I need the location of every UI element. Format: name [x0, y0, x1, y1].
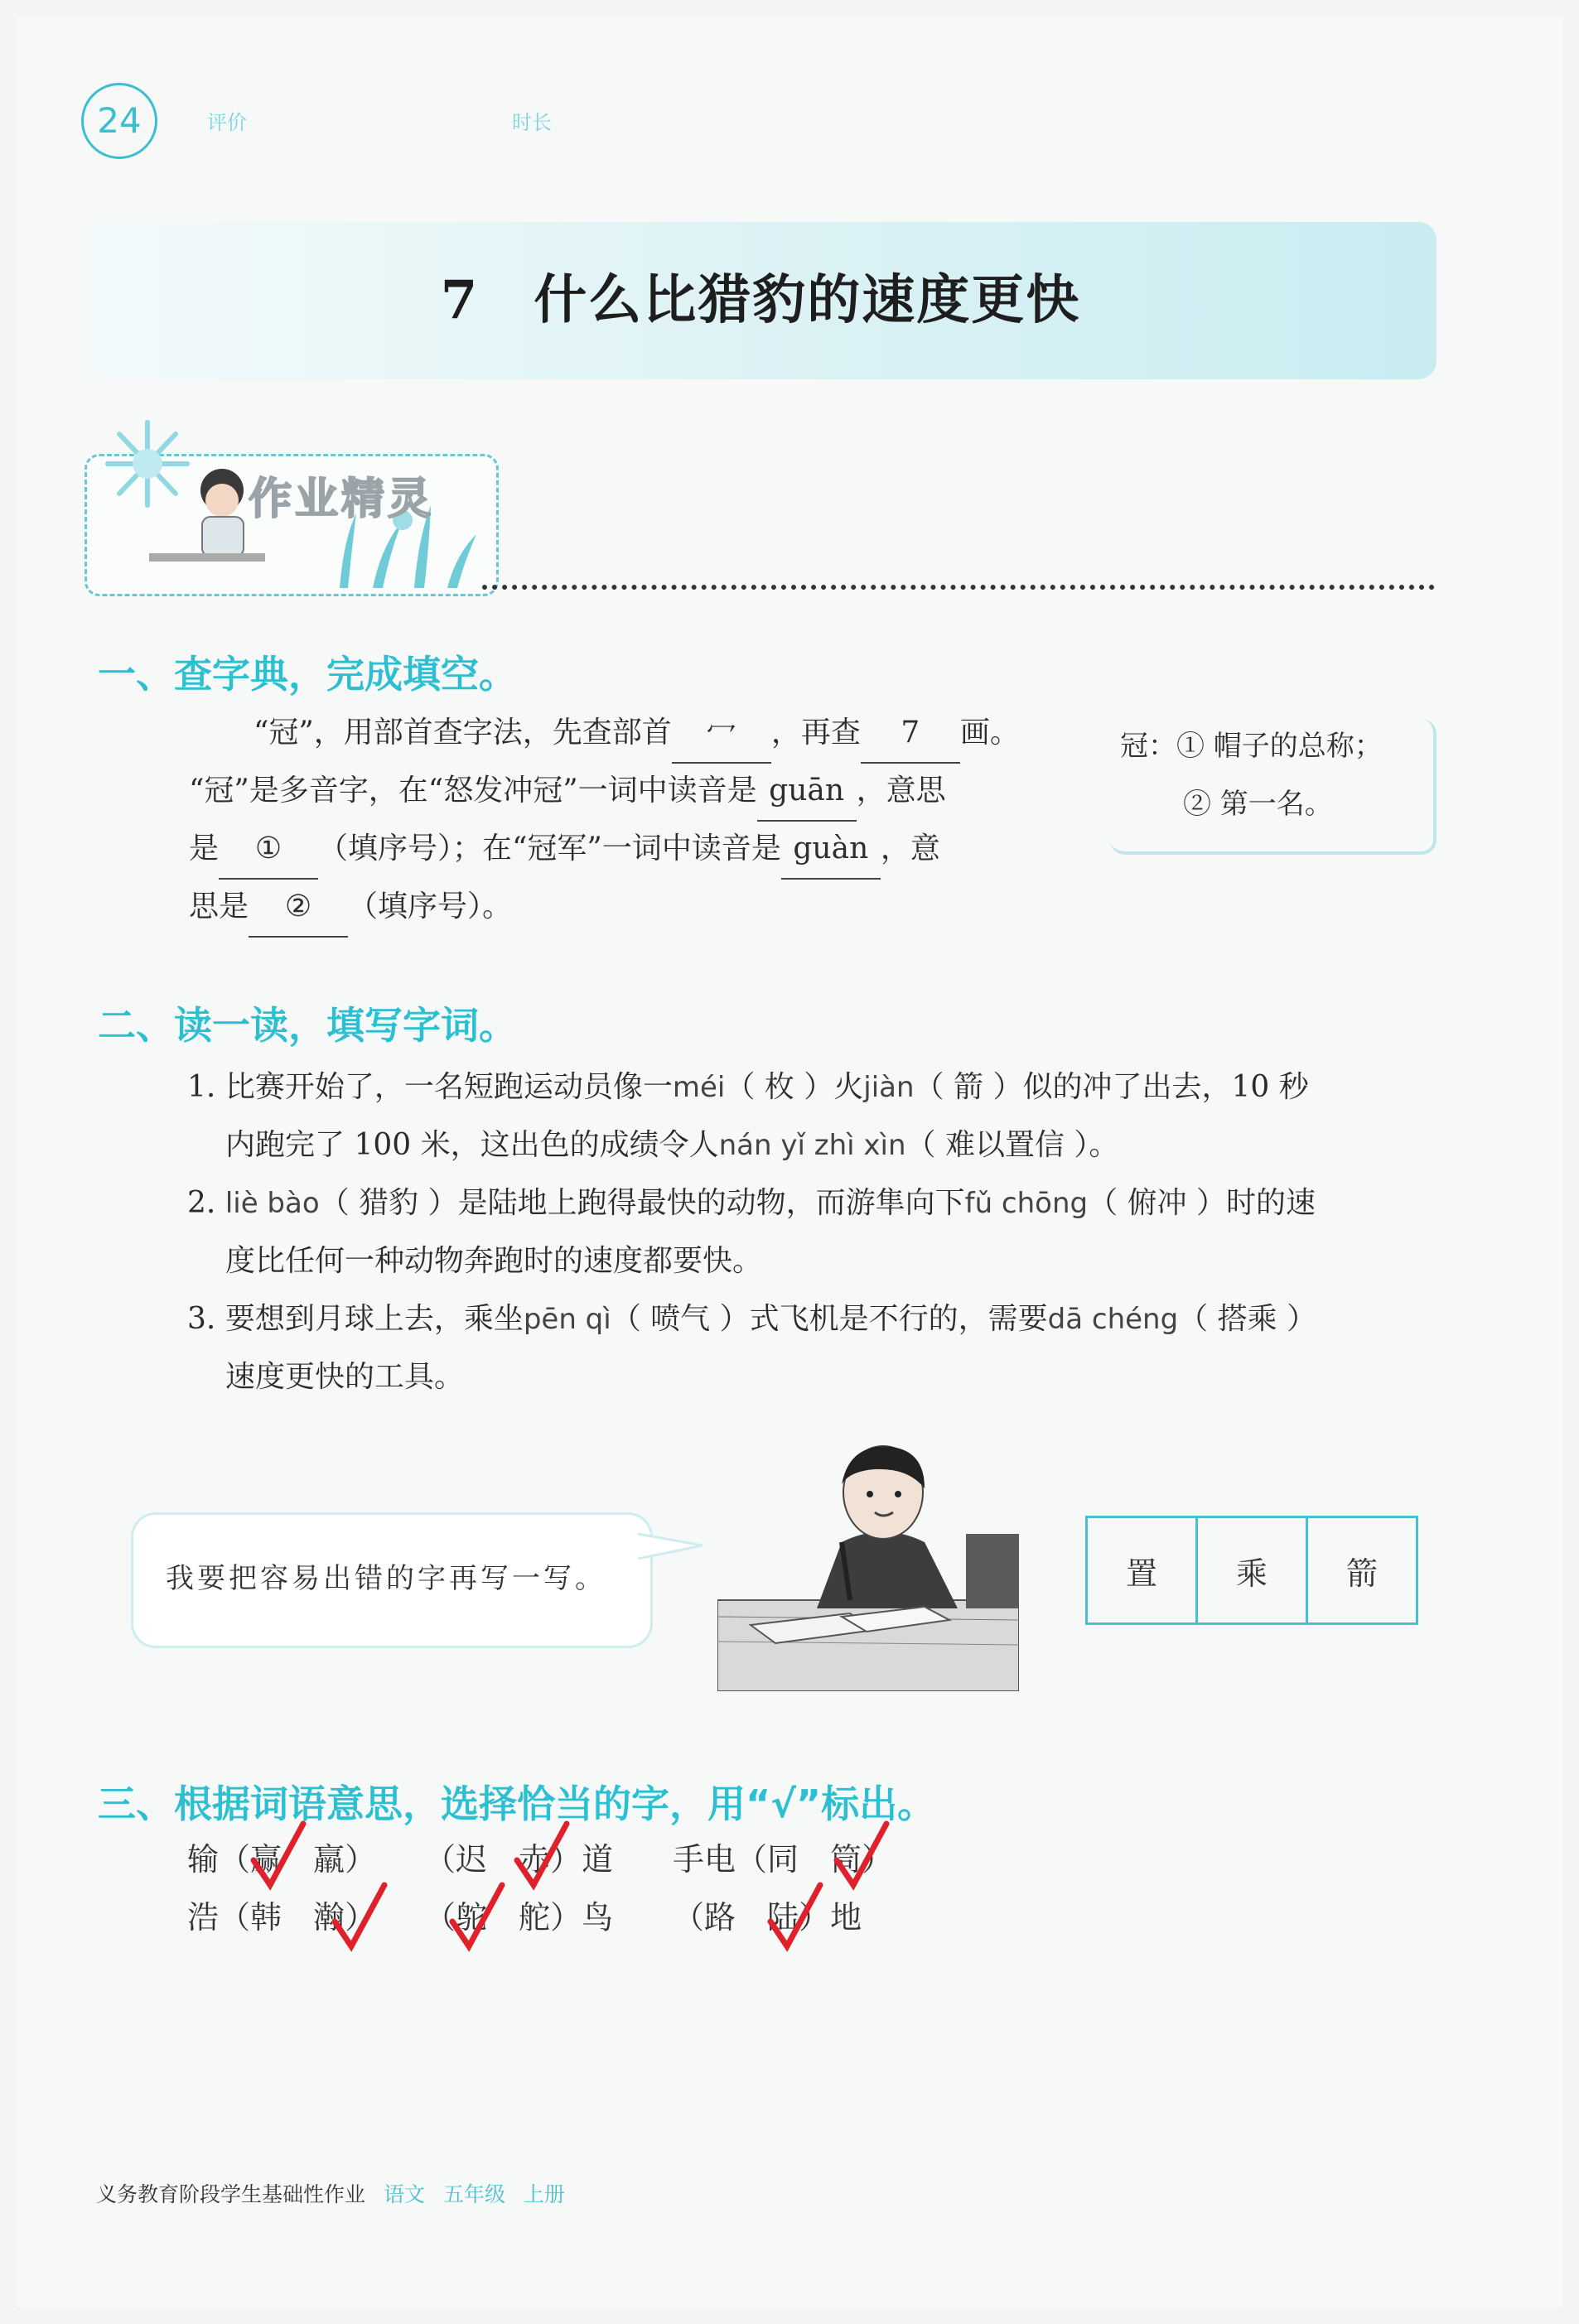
s3-text: ）鸟	[550, 1899, 614, 1936]
answer: 猎豹	[359, 1186, 419, 1220]
check-mark-icon	[762, 1880, 828, 1955]
s3-text: ）	[862, 1841, 894, 1878]
item-number: 3.	[187, 1302, 216, 1336]
footer-grade: 五年级	[442, 2182, 505, 2206]
s3-option: 赢	[250, 1841, 282, 1878]
bubble-text: 我要把容易出错的字再写一写。	[166, 1562, 606, 1595]
s2-item3-line1: 3. 要想到月球上去，乘坐pēn qì（ 喷气 ）式飞机是不行的，需要dā chéng（ 搭乘 ）	[187, 1302, 1317, 1336]
s2-item2-line1: 2. liè bào（ 猎豹 ）是陆地上跑得最快的动物，而游隼向下fǔ chōng（ 俯冲 ）时的速	[187, 1186, 1316, 1220]
s1-line2	[189, 762, 946, 822]
page-number: 24	[81, 83, 157, 159]
s3-text: ）	[345, 1841, 377, 1878]
pinyin: nán yǐ zhì xìn	[718, 1129, 906, 1162]
rating-label: 评价	[207, 111, 247, 134]
s2-item2-line2	[225, 1232, 762, 1290]
footer-volume: 上册	[523, 2182, 565, 2206]
s1-line4	[189, 878, 512, 938]
s3-option: 路	[704, 1899, 736, 1936]
dotted-divider	[482, 585, 1435, 590]
item-text: 式飞机是不行的，需要	[749, 1302, 1048, 1336]
meaning2-answer: ②	[249, 878, 348, 938]
s1-text: “冠”是多音字，在“怒发冲冠”一词中读音是	[189, 774, 757, 808]
pronunciation2-answer: guàn	[781, 820, 881, 880]
check-mark-icon	[326, 1880, 393, 1955]
section3-heading: 三、根据词语意思，选择恰当的字，用“√”标出。	[98, 1782, 936, 1826]
lesson-title: 7 什么比猎豹的速度更快	[440, 269, 1081, 331]
item-text: 。	[1089, 1128, 1119, 1162]
answer: 箭	[953, 1070, 983, 1104]
practice-char-grid	[1085, 1516, 1418, 1625]
answer: 喷气	[650, 1302, 711, 1336]
item-text: 度比任何一种动物奔跑时的速度都要快。	[225, 1244, 763, 1278]
boy-writing-illustration	[717, 1443, 1019, 1691]
section2-heading: 二、读一读，填写字词。	[98, 1003, 517, 1048]
radical-answer: 冖	[672, 704, 771, 764]
check-mark-icon	[828, 1819, 895, 1893]
s3-text: ）	[345, 1899, 377, 1936]
item-text: 似的冲了出去，10 秒	[1022, 1070, 1309, 1104]
note-line1: 冠：① 帽子的总称；	[1120, 730, 1383, 763]
answer: 搭乘	[1217, 1302, 1277, 1336]
s1-text: ，意	[880, 832, 940, 865]
snowflake-icon	[99, 414, 265, 596]
s3-option: 筒	[830, 1841, 862, 1878]
s3-option: 羸	[313, 1841, 345, 1878]
footer-series: 义务教育阶段学生基础性作业	[96, 2182, 366, 2206]
s2-item3-line2	[225, 1348, 464, 1406]
pronunciation1-answer: guān	[757, 762, 857, 822]
bubble-tail	[638, 1532, 704, 1565]
s3-option: 韩	[250, 1899, 282, 1936]
footer-subject: 语文	[383, 2182, 425, 2206]
item-number: 1.	[187, 1070, 216, 1104]
badge-watermark-text: 作业精灵	[249, 475, 435, 524]
s3-text: （	[673, 1899, 705, 1936]
s1-text: （填序号）；在“冠军”一词中读音是	[318, 832, 781, 865]
s1-text: ，意思	[856, 774, 946, 808]
s3-text: （	[424, 1899, 456, 1936]
s3-text: 浩（	[187, 1899, 251, 1936]
meaning1-answer: ①	[219, 820, 318, 880]
s3-option: 赤	[519, 1841, 551, 1878]
s3-text: 输（	[187, 1841, 251, 1878]
s3-text: 手电（	[673, 1841, 768, 1878]
s1-text: 画。	[959, 716, 1020, 750]
pinyin: méi	[672, 1071, 726, 1104]
item-text: 火	[833, 1070, 864, 1104]
s3-option: 瀚	[313, 1899, 345, 1936]
s3-option: 同	[767, 1841, 799, 1878]
s1-text: ，再查	[770, 716, 861, 750]
pinyin: pēn qì	[523, 1303, 611, 1336]
s1-line1	[254, 704, 1020, 764]
item-text: 是陆地上跑得最快的动物，而游隼向下	[457, 1186, 965, 1220]
answer: 难以置信	[944, 1128, 1065, 1162]
item-text: 速度更快的工具。	[225, 1360, 465, 1394]
check-mark-icon	[509, 1819, 575, 1893]
s1-text: 思是	[189, 890, 249, 923]
answer: 枚	[764, 1070, 794, 1104]
s1-text: （填序号）。	[348, 890, 513, 923]
note-line2: ② 第一名。	[1183, 788, 1333, 821]
answer: 俯冲	[1127, 1186, 1187, 1220]
section1-heading: 一、查字典，完成填空。	[98, 652, 517, 697]
practice-cell: 箭	[1307, 1517, 1417, 1624]
s3-text: ）地	[799, 1899, 862, 1936]
s3-text: ）道	[550, 1841, 614, 1878]
s1-text: “冠”，用部首查字法，先查部首	[254, 716, 672, 750]
pinyin: liè bào	[225, 1187, 320, 1220]
s2-item1-line1: 1. 比赛开始了，一名短跑运动员像一méi（ 枚 ）火jiàn（ 箭 ）似的冲了出去，10 秒	[187, 1070, 1309, 1104]
s1-line3	[189, 820, 940, 880]
item-text: 比赛开始了，一名短跑运动员像一	[225, 1070, 673, 1104]
check-mark-icon	[245, 1819, 311, 1893]
pinyin: fǔ chōng	[964, 1187, 1089, 1220]
item-text: 时的速	[1226, 1186, 1316, 1220]
s2-item1-line2: 内跑完了 100 米，这出色的成绩令人nán yǐ zhì xìn（ 难以置信 ）。	[225, 1128, 1119, 1162]
check-mark-icon	[444, 1880, 510, 1955]
s3-option: 迟	[456, 1841, 488, 1878]
page-footer	[96, 2178, 565, 2208]
duration-label: 时长	[512, 111, 552, 134]
s3-option: 鸵	[456, 1899, 488, 1936]
strokes-answer: 7	[861, 704, 960, 764]
s3-option: 舵	[519, 1899, 551, 1936]
practice-cell: 乘	[1197, 1517, 1307, 1624]
practice-cell: 置	[1087, 1517, 1197, 1624]
item-text: 要想到月球上去，乘坐	[225, 1302, 524, 1336]
s3-option: 陆	[767, 1899, 799, 1936]
pinyin: dā chéng	[1047, 1303, 1179, 1336]
s1-text: 是	[189, 832, 220, 865]
item-number: 2.	[187, 1186, 216, 1220]
s3-text: （	[424, 1841, 456, 1878]
item-text: 内跑完了 100 米，这出色的成绩令人	[225, 1128, 719, 1162]
pinyin: jiàn	[863, 1071, 915, 1104]
